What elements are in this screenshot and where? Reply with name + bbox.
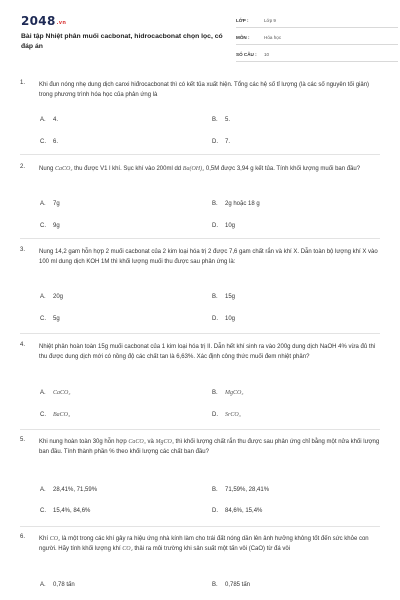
option-d[interactable]: [212, 506, 262, 516]
chemical-formula: CaCO₃: [55, 166, 73, 172]
option-text: 15,4%, 84,6%: [53, 508, 91, 514]
meta-row-count: [236, 48, 398, 62]
page-title: Bài tập Nhiệt phân muối cacbonat, hidrocacbonat chọn lọc, có đáp án: [21, 33, 223, 50]
option-text: 2g hoặc 18 g: [225, 201, 260, 207]
question-number: 4.: [20, 342, 26, 348]
option-c[interactable]: [40, 410, 70, 420]
text-segment: Nung: [39, 166, 56, 172]
option-letter: A.: [40, 487, 46, 493]
option-letter: B.: [212, 201, 218, 207]
divider: [20, 526, 380, 527]
meta-row-class: [236, 14, 398, 28]
text-segment: Khi nung hoàn toàn 30g hỗn hợp: [39, 439, 129, 445]
option-text: 71,59%, 28,41%: [225, 487, 270, 493]
option-a[interactable]: [40, 388, 70, 398]
chemical-formula: CO₂: [122, 546, 133, 552]
option-letter: D.: [212, 412, 218, 418]
chemical-formula: Ba(OH)₂: [182, 166, 205, 172]
meta-label: SỐ CÂU :: [236, 52, 257, 57]
option-letter: D.: [212, 508, 218, 514]
option-b[interactable]: [212, 485, 269, 495]
question-text: Nhiệt phân hoàn toàn 15g muối cacbonat của 1 kim loại hóa trị II. Dẫn hết khí sinh ra vào 200g dung dịch NaOH 4% vừa đủ thì thu được dung dịch mới có nồng độ các chất tan là 6,63%. Xác định công thức muối đem nhiệt phân?: [39, 344, 376, 360]
text-segment: thì khối lượng chất rắn thu được sau phản ứng chỉ bằng một nửa khối lượng ban đầu. Tính thành phần % theo khối lượng các chất ban đầu?: [39, 439, 380, 455]
option-letter: C.: [40, 139, 46, 145]
meta-value: Lớp 9: [264, 18, 276, 23]
chemical-formula: SrCO₃: [225, 412, 241, 418]
option-a[interactable]: [40, 580, 75, 590]
site-logo[interactable]: [21, 14, 66, 28]
option-text: 10g: [225, 316, 236, 322]
option-text: 0,78 tấn: [53, 582, 75, 588]
option-letter: C.: [40, 508, 46, 514]
option-text: 7g: [53, 201, 60, 207]
divider: [20, 333, 380, 334]
option-b[interactable]: [212, 388, 243, 398]
option-letter: C.: [40, 316, 46, 322]
option-text: 28,41%, 71,59%: [53, 487, 98, 493]
option-b[interactable]: [212, 292, 235, 302]
option-letter: B.: [212, 390, 218, 396]
option-text: 5.: [225, 117, 231, 123]
logo-suffix: .vn: [56, 20, 67, 26]
option-letter: C.: [40, 412, 46, 418]
option-letter: D.: [212, 223, 218, 229]
meta-label: MÔN :: [236, 35, 250, 40]
option-letter: D.: [212, 139, 218, 145]
worksheet-header: [12, 0, 388, 62]
text-segment: thu được V1 l khí. Sục khí vào 200ml dd: [72, 166, 183, 172]
option-letter: D.: [212, 316, 218, 322]
question-text: [39, 164, 384, 174]
question-text: Khi đun nóng nhẹ dung dịch canxi hiđrocacbonat thì có kết tủa xuất hiện. Tổng các hệ số tỉ lượng (là các số nguyên tối giản) trong phương trình hóa học của phản ứng là: [39, 82, 370, 98]
option-text: 10g: [225, 223, 236, 229]
option-letter: A.: [40, 390, 46, 396]
option-letter: B.: [212, 582, 218, 588]
option-b[interactable]: [212, 115, 230, 125]
meta-label: LỚP :: [236, 18, 249, 23]
option-a[interactable]: [40, 199, 60, 209]
chemical-formula: BaCO₃: [53, 412, 71, 418]
text-segment: 0,5M được 3,94 g kết tủa. Tính khối lượng muối ban đầu?: [204, 166, 361, 172]
divider: [20, 154, 380, 155]
chemical-formula: CaCO₃: [53, 390, 71, 396]
option-text: 15g: [225, 294, 236, 300]
option-letter: A.: [40, 582, 46, 588]
chemical-formula: CaCO₃: [128, 439, 146, 445]
option-text: 5g: [53, 316, 60, 322]
option-text: 4.: [53, 117, 59, 123]
meta-row-subject: [236, 31, 398, 45]
question-number: 3.: [20, 247, 26, 253]
text-segment: và: [145, 439, 156, 445]
option-a[interactable]: [40, 115, 58, 125]
option-d[interactable]: [212, 314, 235, 324]
meta-value: 10: [264, 52, 270, 57]
option-d[interactable]: [212, 137, 230, 147]
text-segment: Khí: [39, 536, 50, 542]
option-c[interactable]: [40, 221, 60, 231]
meta-value: Hóa học: [264, 35, 282, 40]
option-d[interactable]: [212, 410, 241, 420]
option-a[interactable]: [40, 485, 97, 495]
option-c[interactable]: [40, 506, 90, 516]
option-letter: A.: [40, 294, 46, 300]
option-text: 20g: [53, 294, 64, 300]
divider: [20, 429, 380, 430]
chemical-formula: MgCO₃: [155, 439, 174, 445]
question-number: 2.: [20, 164, 26, 170]
option-letter: A.: [40, 117, 46, 123]
question-number: 5.: [20, 437, 26, 443]
option-a[interactable]: [40, 292, 63, 302]
option-b[interactable]: [212, 580, 250, 590]
option-text: 7.: [225, 139, 231, 145]
option-letter: C.: [40, 223, 46, 229]
option-letter: B.: [212, 294, 218, 300]
option-letter: A.: [40, 201, 46, 207]
option-letter: B.: [212, 117, 218, 123]
option-c[interactable]: [40, 314, 60, 324]
option-c[interactable]: [40, 137, 58, 147]
option-d[interactable]: [212, 221, 235, 231]
option-text: 6.: [53, 139, 59, 145]
question-text: [39, 534, 384, 554]
question-number: 1.: [20, 80, 26, 86]
question-text: Nung 14,2 gam hỗn hợp 2 muối cacbonat của 2 kim loại hóa trị 2 được 7,6 gam chất rắn và khí X. Dẫn toàn bộ lượng khí X vào 100 ml dung dịch KOH 1M thì khối lượng muối thu được sau phản ứng là:: [39, 249, 378, 265]
chemical-formula: CO₂: [49, 536, 61, 542]
question-number: 6.: [20, 534, 26, 540]
logo-text: 2048: [21, 14, 56, 28]
divider: [20, 238, 380, 239]
option-b[interactable]: [212, 199, 260, 209]
option-text: 84,6%, 15,4%: [225, 508, 263, 514]
text-segment: thải ra môi trường khi sản suất một tấn vôi (CaO) từ đá vôi: [132, 546, 291, 552]
option-text: 0,785 tấn: [225, 582, 251, 588]
question-text: [39, 437, 384, 457]
chemical-formula: MgCO₃: [225, 390, 244, 396]
option-text: 9g: [53, 223, 60, 229]
option-letter: B.: [212, 487, 218, 493]
meta-table: [236, 14, 398, 65]
text-segment: là một trong các khí gây ra hiệu ứng nhà kính làm cho trái đất nóng dần lên ảnh hưởng không tốt đến sức khỏe con người. Hãy tính khối lượng khí: [39, 536, 369, 552]
